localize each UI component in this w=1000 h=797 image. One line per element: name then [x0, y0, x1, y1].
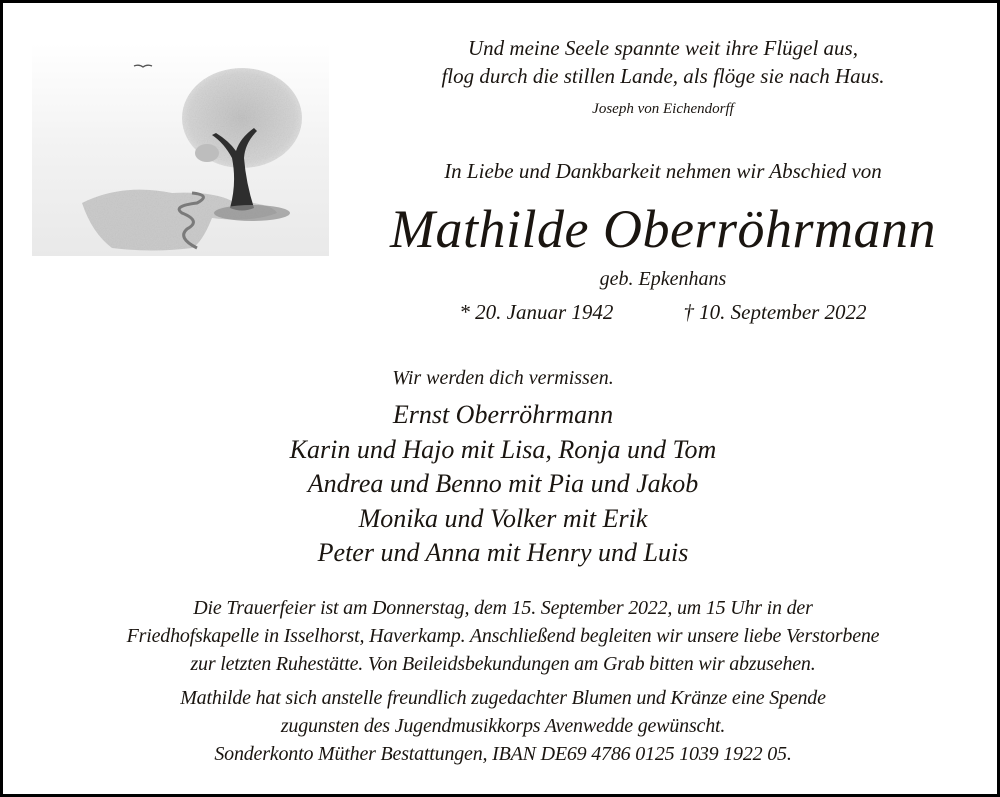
notice-line: Die Trauerfeier ist am Donnerstag, dem 15. September 2022, um 15 Uhr in der	[193, 597, 813, 619]
birth-date: * 20. Januar 1942	[459, 300, 614, 324]
notice-line: zur letzten Ruhestätte. Von Beileidsbekundungen am Grab bitten wir abzusehen.	[190, 653, 816, 675]
mourner-line: Karin und Hajo mit Lisa, Ronja und Tom	[289, 435, 717, 464]
deceased-name: Mathilde Oberröhrmann	[390, 199, 936, 259]
tree-landscape-illustration	[32, 43, 329, 256]
donation-line: Sonderkonto Müther Bestattungen, IBAN DE69 4786 0125 1039 1922 05.	[214, 743, 792, 765]
farewell-intro: In Liebe und Dankbarkeit nehmen wir Abschied von	[444, 159, 882, 183]
mourners-intro: Wir werden dich vermissen.	[392, 367, 614, 389]
life-dates	[343, 300, 983, 325]
mourner-line: Andrea und Benno mit Pia und Jakob	[307, 469, 699, 498]
quote-author: Joseph von Eichendorff	[592, 101, 734, 117]
donation-line: zugunsten des Jugendmusikkorps Avenwedde gewünscht.	[280, 715, 726, 737]
mourner-line: Ernst Oberröhrmann	[392, 400, 614, 429]
mourner-line: Monika und Volker mit Erik	[358, 504, 648, 533]
quote-line: Und meine Seele spannte weit ihre Flügel aus,	[468, 36, 858, 60]
donation-line: Mathilde hat sich anstelle freundlich zugedachter Blumen und Kränze eine Spende	[180, 687, 826, 709]
mourner-line: Peter und Anna mit Henry und Luis	[317, 538, 689, 567]
death-date: † 10. September 2022	[683, 300, 867, 324]
quote-line: flog durch die stillen Lande, als flöge sie nach Haus.	[441, 64, 885, 88]
notice-line: Friedhofskapelle in Isselhorst, Haverkamp. Anschließend begleiten wir unsere liebe Verstorbene	[126, 625, 880, 647]
birth-name: geb. Epkenhans	[599, 268, 727, 290]
